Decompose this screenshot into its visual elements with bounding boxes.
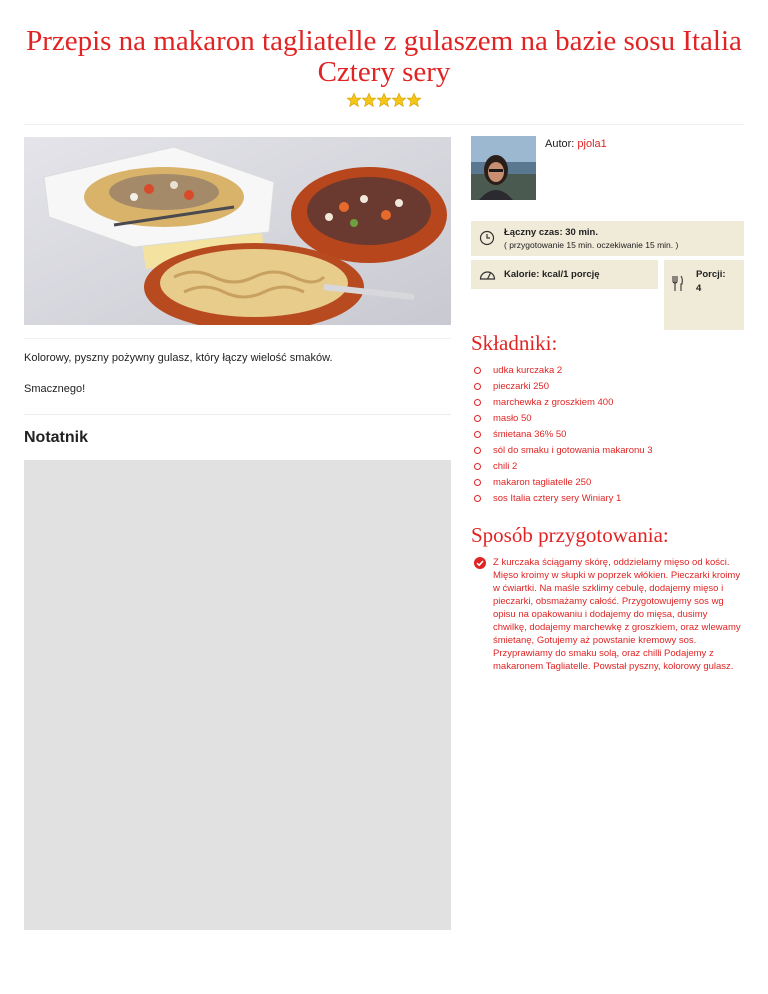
gauge-icon: [479, 267, 496, 282]
ingredients-list: [474, 363, 744, 507]
star-icon[interactable]: [376, 92, 392, 108]
ingredient-text: masło 50: [493, 413, 532, 424]
author-label: Autor:: [545, 138, 575, 150]
ingredient-text: śmietana 36% 50: [493, 429, 567, 440]
check-icon: [474, 557, 486, 569]
bullet-icon: [474, 415, 481, 422]
ingredient-text: marchewka z groszkiem 400: [493, 397, 614, 408]
recipe-photo-image: [24, 137, 451, 325]
description-section: [24, 338, 451, 415]
portions-text: [696, 268, 726, 296]
star-icon[interactable]: [406, 92, 422, 108]
author-link[interactable]: pjola1: [577, 138, 607, 150]
calories-label: Kalorie: kcal/1 porcję: [504, 269, 600, 280]
bullet-icon: [474, 495, 481, 502]
ingredient-text: pieczarki 250: [493, 381, 549, 392]
star-icon[interactable]: [361, 92, 377, 108]
notes-area[interactable]: [24, 460, 451, 930]
notes-title: Notatnik: [24, 429, 88, 446]
portions-value: 4: [696, 283, 702, 294]
ingredient-text: chili 2: [493, 461, 518, 472]
avatar-image: [471, 136, 536, 200]
clock-icon: [479, 230, 495, 246]
bullet-icon: [474, 463, 481, 470]
bullet-icon: [474, 479, 481, 486]
ingredient-item: [474, 443, 744, 459]
bullet-icon: [474, 399, 481, 406]
notes-section: [24, 414, 451, 461]
ingredient-text: makaron tagliatelle 250: [493, 477, 592, 488]
ingredient-item: [474, 379, 744, 395]
portions-label: Porcji:: [696, 269, 726, 280]
ingredient-text: sól do smaku i gotowania makaronu 3: [493, 445, 653, 456]
step-text: Z kurczaka ściągamy skórę, oddzielamy mięso od kości. Mięso kroimy w słupki w poprzek włókien. Pieczarki kroimy w ćwiartki. Na maśle szklimy cebulę, dodajemy mięso i pieczarki, obsmażamy całość. Przygotowujemy sos wg opisu na opakowaniu i dodajemy do mięsa, dusimy chwilkę, dodajemy marchewkę z groszkiem, oraz wlewamy śmietanę, Gotujemy aż powstanie kremowy sos. Przyprawiamy do smaku solą, oraz chilli Podajemy z makaronem Tagliatelle. Powstał pyszny, kolorowy gulasz.: [493, 557, 741, 672]
time-breakdown: ( przygotowanie 15 min. oczekiwanie 15 min. ): [504, 240, 679, 250]
divider: [24, 124, 744, 125]
author-avatar[interactable]: [471, 136, 536, 200]
ingredient-item: [474, 459, 744, 475]
ingredient-item: [474, 395, 744, 411]
author-line: [545, 138, 607, 150]
ingredients-title: Składniki:: [471, 331, 558, 355]
bullet-icon: [474, 367, 481, 374]
star-icon[interactable]: [346, 92, 362, 108]
ingredient-text: udka kurczaka 2: [493, 365, 563, 376]
bullet-icon: [474, 383, 481, 390]
ingredient-item: [474, 363, 744, 379]
method-title: Sposób przygotowania:: [471, 523, 669, 547]
recipe-title: Przepis na makaron tagliatelle z gulaszem na bazie sosu Italia Cztery sery: [26, 25, 742, 88]
description-text: Kolorowy, pyszny pożywny gulasz, który łączy wielość smaków.: [24, 352, 333, 364]
ingredient-item: [474, 427, 744, 443]
star-icon[interactable]: [391, 92, 407, 108]
ingredient-item: [474, 411, 744, 427]
ingredient-item: [474, 491, 744, 507]
bullet-icon: [474, 431, 481, 438]
ingredient-item: [474, 475, 744, 491]
bullet-icon: [474, 447, 481, 454]
fork-knife-icon: [672, 275, 684, 292]
total-time: Łączny czas: 30 min.: [504, 227, 598, 238]
portions-info: [664, 260, 744, 330]
ingredient-text: sos Italia cztery sery Winiary 1: [493, 493, 622, 504]
recipe-photo: [24, 137, 451, 325]
time-info: [471, 221, 744, 256]
rating-stars[interactable]: [0, 92, 768, 113]
description-closing: Smacznego!: [24, 383, 86, 395]
calories-info: [471, 260, 658, 289]
